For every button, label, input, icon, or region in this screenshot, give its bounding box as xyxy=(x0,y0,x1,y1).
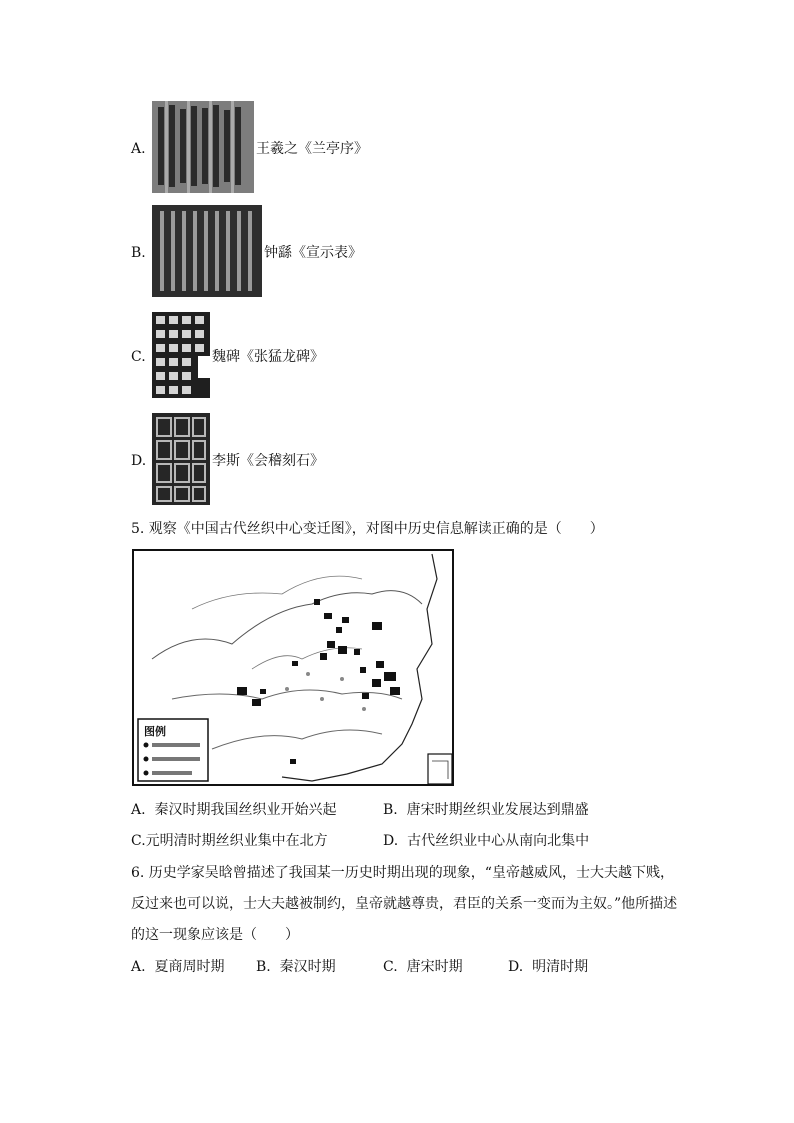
q6-stem-line2: 反过来也可以说，士大夫越被制约，皇帝就越尊贵，君臣的关系一变而为主奴。”他所描述 xyxy=(131,896,678,912)
option-label: 王羲之《兰亭序》 xyxy=(256,141,368,157)
option-d[interactable] xyxy=(383,831,589,851)
option-label: 钟繇《宣示表》 xyxy=(264,245,362,261)
option-label: 秦汉时期 xyxy=(279,959,336,975)
option-label: 唐宋时期丝织业发展达到鼎盛 xyxy=(406,802,589,818)
option-c[interactable] xyxy=(383,957,463,977)
option-letter: D. xyxy=(508,959,524,975)
xuanshibiao-calligraphy-image xyxy=(152,205,262,297)
option-letter: C. xyxy=(131,349,146,365)
q5-stem: 5. 观察《中国古代丝织中心变迁图》，对图中历史信息解读正确的是（ ） xyxy=(131,521,604,537)
q6-stem-line3: 的这一现象应该是（ ） xyxy=(131,927,299,943)
option-a[interactable] xyxy=(131,800,336,820)
option-label: 秦汉时期我国丝织业开始兴起 xyxy=(154,802,337,818)
option-letter: C. xyxy=(383,959,398,975)
kuaijikeshi-calligraphy-image xyxy=(152,413,210,505)
option-letter: B. xyxy=(131,245,146,261)
lantingxu-calligraphy-image xyxy=(152,101,254,193)
option-c[interactable] xyxy=(131,831,328,851)
option-label: 元明清时期丝织业集中在北方 xyxy=(145,833,328,849)
q6-stem-line1: 6. 历史学家吴晗曾描述了我国某一历史时期出现的现象，“皇帝越威风，士大夫越下贱， xyxy=(131,865,674,881)
option-label: 古代丝织业中心从南向北集中 xyxy=(407,833,590,849)
option-label: 唐宋时期 xyxy=(406,959,463,975)
option-letter: B. xyxy=(256,959,271,975)
option-b[interactable] xyxy=(256,957,336,977)
option-d[interactable] xyxy=(508,957,588,977)
option-b[interactable] xyxy=(383,800,589,820)
zhangmenglongbei-calligraphy-image xyxy=(152,312,210,398)
option-label: 明清时期 xyxy=(532,959,589,975)
option-letter: C. xyxy=(131,833,146,849)
option-label: 李斯《会稽刻石》 xyxy=(212,453,324,469)
option-label: 夏商周时期 xyxy=(154,959,225,975)
map-legend-title: 图例 xyxy=(144,725,166,738)
option-letter: B. xyxy=(383,802,398,818)
option-a[interactable] xyxy=(131,957,224,977)
option-letter: A. xyxy=(131,959,146,975)
option-letter: D. xyxy=(383,833,399,849)
option-letter: A. xyxy=(131,141,146,157)
option-letter: D. xyxy=(131,453,147,469)
option-letter: A. xyxy=(131,802,146,818)
silk-center-map xyxy=(132,549,454,786)
option-label: 魏碑《张猛龙碑》 xyxy=(212,349,324,365)
